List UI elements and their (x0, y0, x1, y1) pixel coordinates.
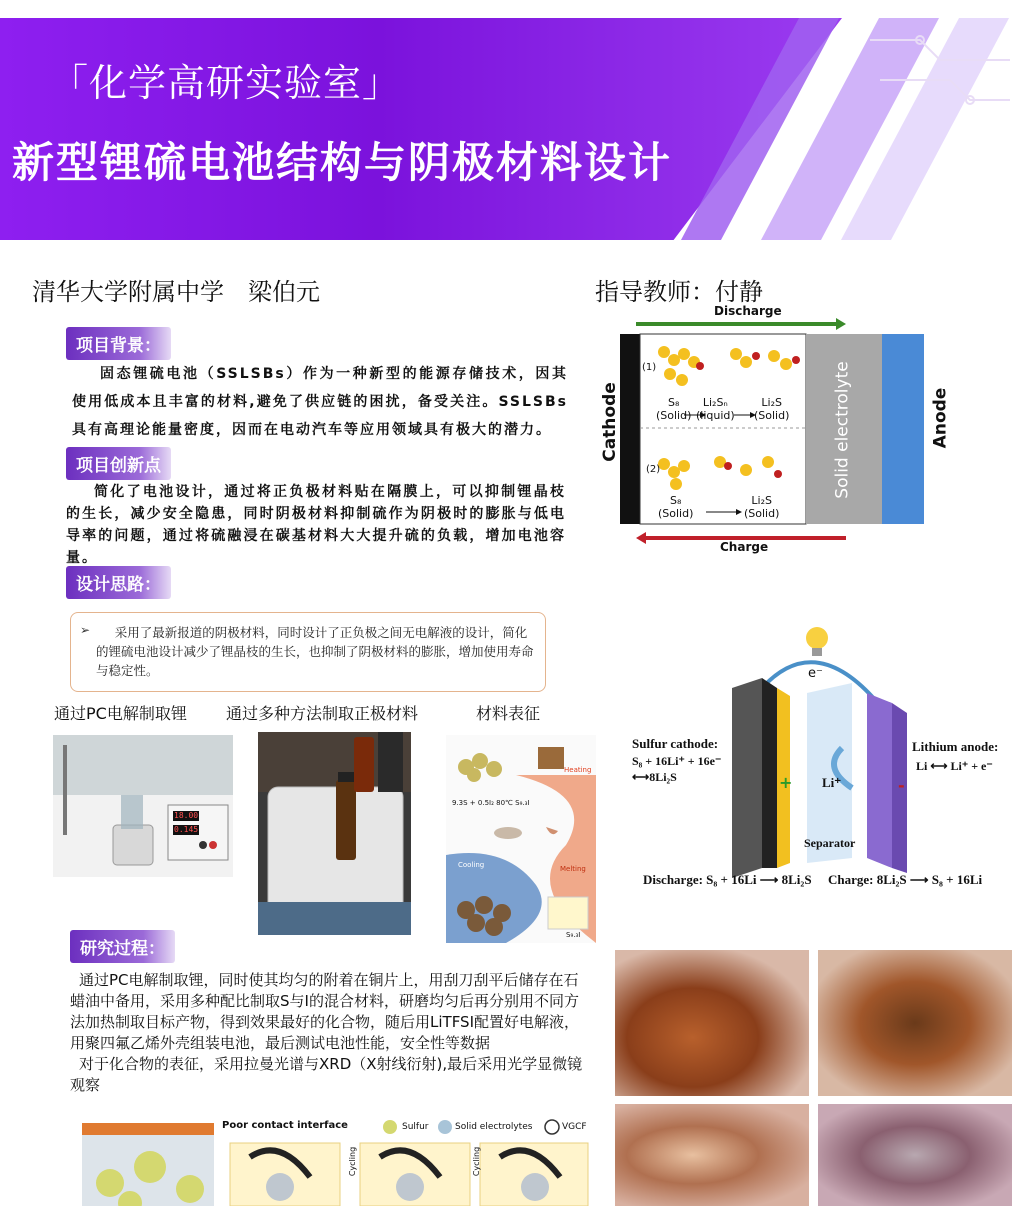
cathode-equation-1: S₈ + 16Li⁺ + 16e⁻ (632, 754, 722, 768)
s8-solid-2: S₈ (Solid) (658, 494, 694, 520)
s8-solid-1: S₈ (Solid) (656, 396, 692, 422)
anode-equation: Li ⟷ Li⁺ + e⁻ (916, 759, 993, 773)
li2sn-liquid: Li₂Sₙ (liquid) (696, 396, 735, 422)
battery-structure-diagram (596, 302, 952, 560)
li2s-solid-1: Li₂S (Solid) (754, 396, 790, 422)
circuit-decoration (860, 20, 1020, 140)
hotplate-photo (258, 732, 411, 935)
anode-label: Anode (930, 387, 951, 449)
charge-label: Charge (720, 540, 769, 554)
microscope-image-4 (818, 1104, 1012, 1206)
route2-label: (2) (646, 464, 661, 475)
background-paragraph: 固态锂硫电池（SSLSBs）作为一种新型的能源存储技术，因其使用低成本且丰富的材料,避免了供应链的困扰，备受关注。SSLSBs具有高理论能量密度，因而在电动汽车等应用领域具有极大的潜力。 (72, 366, 568, 438)
cycling-label: Cycling (348, 1146, 358, 1177)
caption-characterization: 材料表征 (476, 704, 541, 723)
section-label-background: 项目背景： (66, 327, 171, 360)
lab-setup-photo (53, 735, 233, 877)
heating-label: Heating (564, 766, 592, 774)
research-paragraph (70, 970, 590, 1096)
poor-contact-label: Poor contact interface (222, 1120, 348, 1131)
solid-electrolyte-label: Solid electrolyte (832, 361, 853, 499)
author-line: 清华大学附属中学 梁伯元 (32, 278, 320, 306)
design-paragraph: 采用了最新报道的阴极材料，同时设计了正负极之间无电解液的设计，简化的锂硫电池设计减少了锂晶枝的生长，也抑制了阴极材料的膨胀，增加使用寿命与稳定性。 (96, 625, 534, 678)
cycling-label: Cycling (472, 1146, 482, 1177)
reaction-mechanism-diagram (612, 618, 1012, 918)
caption-lithium: 通过PC电解制取锂 (54, 704, 187, 723)
microscope-image-2 (818, 950, 1012, 1096)
cathode-label: Cathode (599, 382, 620, 462)
li2s-solid-2: Li₂S (Solid) (744, 494, 780, 520)
cathode-equation-2: ⟷8Li₂S (632, 770, 677, 784)
section-label-innovation: 项目创新点 (66, 447, 171, 480)
power-display-voltage: 18.00 (174, 811, 199, 820)
characterization-figure (446, 735, 596, 943)
research-text-2: 对于化合物的表征，采用拉曼光谱与XRD（X射线衍射),最后采用光学显微镜观察 (70, 1055, 583, 1094)
poster-title: 新型锂硫电池结构与阴极材料设计 (12, 138, 673, 187)
legend-vgcf: VGCF (562, 1122, 587, 1132)
research-text-1: 通过PC电解制取锂，同时使其均匀的附着在铜片上，用刮刀刮平后储存在石蜡油中备用，采用多种配比制取S与I的混合材料，研磨均匀后再分别用不同方法加热制取目标产物，得到效果最好的化合物，随后用LiTFSI配置好电解液，用聚四氟乙烯外壳组装电池，最后测试电池性能，安全性等数据 (70, 971, 579, 1052)
melting-label: Melting (560, 865, 586, 873)
power-display-current: 0.145 (174, 825, 199, 834)
discharge-equation: Discharge: S₈ + 16Li ⟶ 8Li₂S (643, 872, 812, 887)
sulfur-cathode-label: Sulfur cathode: (632, 736, 719, 751)
microscope-image-3 (615, 1104, 809, 1206)
lithium-anode-label: Lithium anode: (912, 739, 999, 754)
innovation-paragraph: 简化了电池设计，通过将正负极材料贴在隔膜上，可以抑制锂晶枝的生长，减少安全隐患，同时阴极材料抑制硫作为阴极时的膨胀与低电导率的问题，通过将硫融浸在碳基材料大大提升硫的负载，增加电池容量。 (66, 484, 566, 566)
caption-cathode: 通过多种方法制取正极材料 (226, 704, 419, 723)
product-label: S₉.₃I (566, 931, 581, 939)
lab-title: 「化学高研实验室」 (50, 61, 402, 105)
teacher-line: 指导教师：付静 (595, 278, 763, 306)
microscope-image-1 (615, 950, 809, 1096)
reaction-equation: 9.3S + 0.5I₂ 80℃ S₉.₃I (452, 799, 530, 807)
section-label-design: 设计思路： (66, 566, 171, 599)
separator-label: Separator (804, 836, 856, 850)
legend-solid-electrolytes: Solid electrolytes (455, 1122, 533, 1132)
legend-sulfur: Sulfur (402, 1122, 429, 1132)
minus-sign: - (898, 776, 905, 795)
li-ion-label: Li⁺ (822, 775, 842, 790)
section-label-research: 研究过程： (70, 930, 175, 963)
route1-label: (1) (642, 362, 657, 373)
charge-equation: Charge: 8Li₂S ⟶ S₈ + 16Li (828, 872, 983, 887)
cooling-label: Cooling (458, 861, 485, 869)
electron-label: e⁻ (808, 666, 823, 681)
interface-figure (80, 1117, 590, 1206)
plus-sign: + (779, 773, 793, 792)
discharge-label: Discharge (714, 304, 782, 318)
bullet-arrow-icon: ➢ (80, 623, 91, 637)
